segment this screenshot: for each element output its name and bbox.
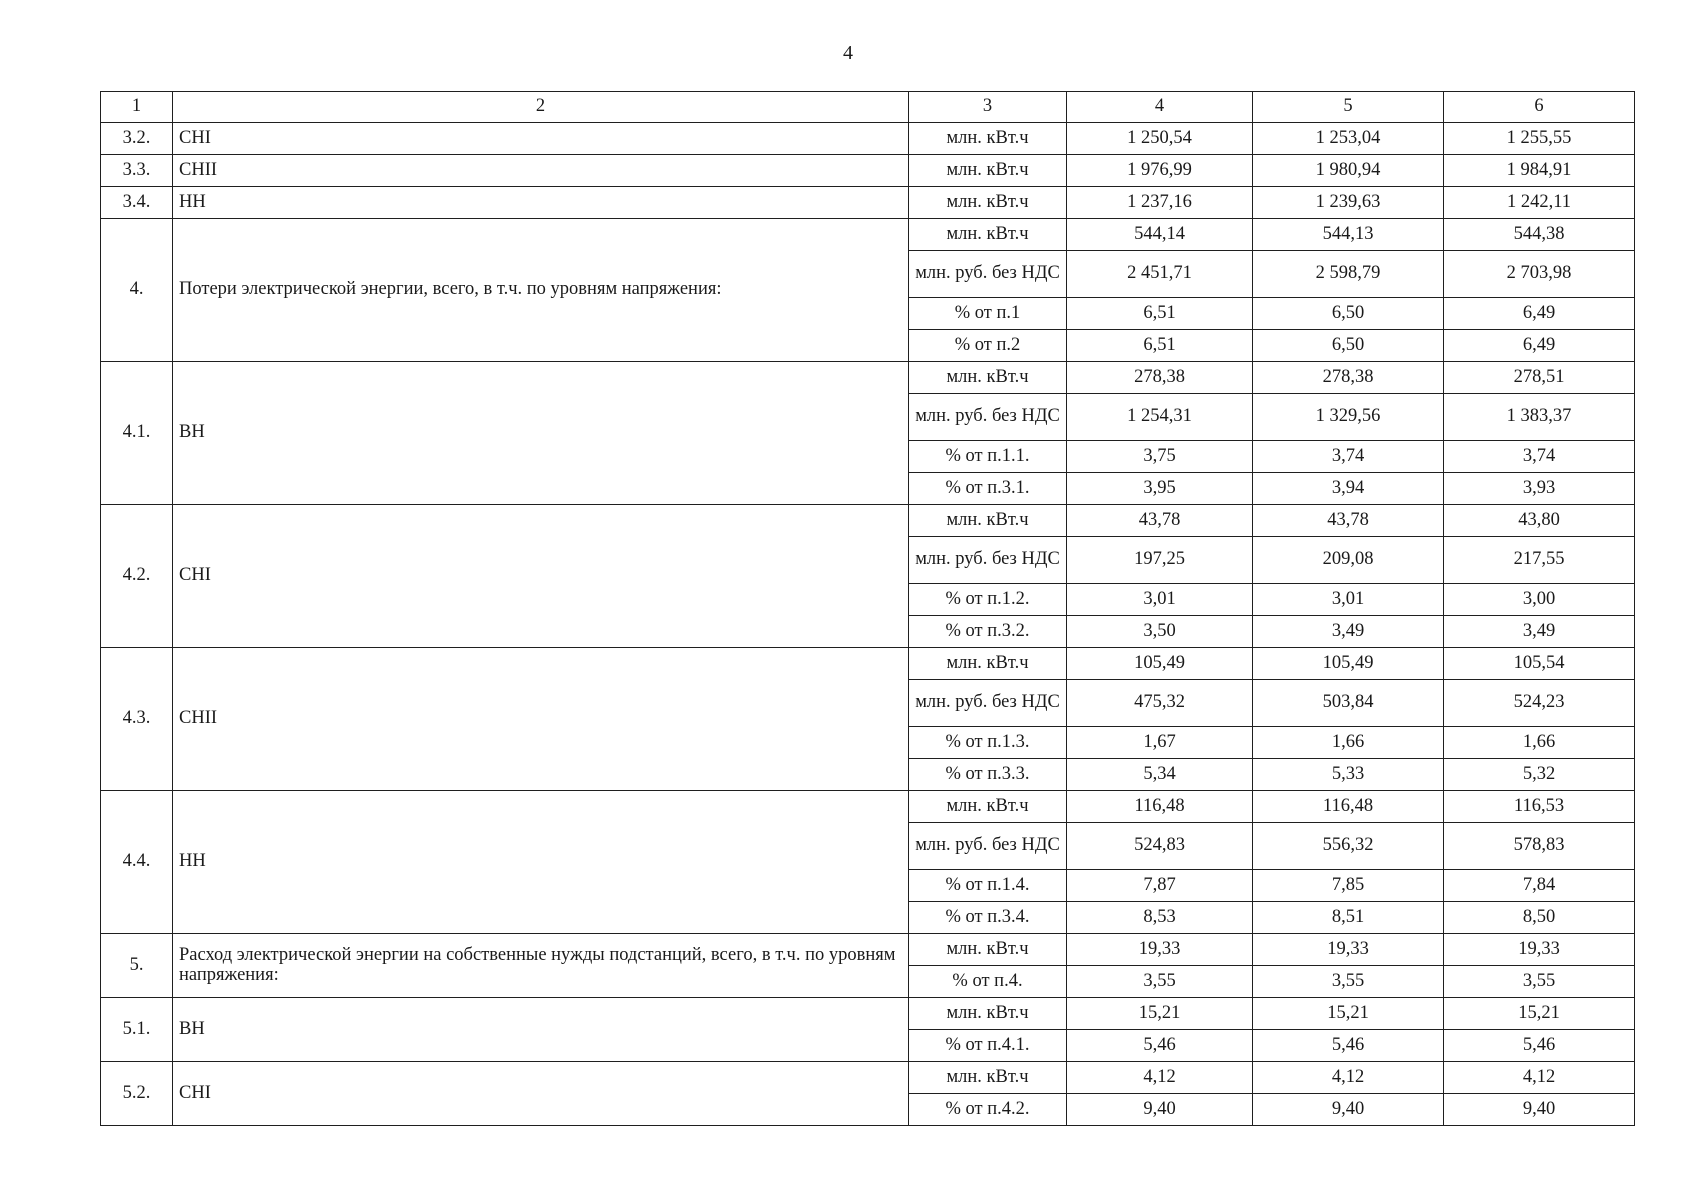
value-cell-col-4: 1,67 bbox=[1067, 727, 1253, 759]
row-number: 4.4. bbox=[101, 791, 173, 934]
value-cell-col-6: 15,21 bbox=[1444, 998, 1635, 1030]
unit-cell: % от п.3.2. bbox=[909, 616, 1067, 648]
value-cell-col-6: 7,84 bbox=[1444, 870, 1635, 902]
value-cell-col-6: 5,32 bbox=[1444, 759, 1635, 791]
unit-cell: % от п.3.1. bbox=[909, 473, 1067, 505]
value-cell-col-5: 19,33 bbox=[1253, 934, 1444, 966]
row-name: ВН bbox=[173, 998, 909, 1062]
value-cell-col-4: 2 451,71 bbox=[1067, 251, 1253, 298]
value-cell-col-5: 8,51 bbox=[1253, 902, 1444, 934]
value-cell-col-5: 3,01 bbox=[1253, 584, 1444, 616]
value-cell-col-6: 3,49 bbox=[1444, 616, 1635, 648]
row-name: ВН bbox=[173, 362, 909, 505]
value-cell-col-5: 1 980,94 bbox=[1253, 155, 1444, 187]
unit-cell: % от п.1.3. bbox=[909, 727, 1067, 759]
unit-cell: млн. кВт.ч bbox=[909, 123, 1067, 155]
row-name: СНII bbox=[173, 648, 909, 791]
unit-cell: млн. кВт.ч bbox=[909, 1062, 1067, 1094]
value-cell-col-6: 1 383,37 bbox=[1444, 394, 1635, 441]
value-cell-col-4: 6,51 bbox=[1067, 298, 1253, 330]
value-cell-col-5: 43,78 bbox=[1253, 505, 1444, 537]
value-cell-col-6: 6,49 bbox=[1444, 330, 1635, 362]
value-cell-col-4: 5,34 bbox=[1067, 759, 1253, 791]
value-cell-col-5: 6,50 bbox=[1253, 330, 1444, 362]
value-cell-col-4: 6,51 bbox=[1067, 330, 1253, 362]
header-row bbox=[101, 92, 1635, 123]
unit-cell: млн. руб. без НДС bbox=[909, 537, 1067, 584]
unit-cell: млн. руб. без НДС bbox=[909, 394, 1067, 441]
unit-cell: % от п.1.4. bbox=[909, 870, 1067, 902]
unit-cell: % от п.4. bbox=[909, 966, 1067, 998]
value-cell-col-5: 9,40 bbox=[1253, 1094, 1444, 1126]
value-cell-col-4: 15,21 bbox=[1067, 998, 1253, 1030]
unit-cell: млн. кВт.ч bbox=[909, 187, 1067, 219]
unit-cell: % от п.2 bbox=[909, 330, 1067, 362]
row-number: 4.2. bbox=[101, 505, 173, 648]
table-row bbox=[101, 187, 1635, 219]
row-name: Потери электрической энергии, всего, в т.ч. по уровням напряжения: bbox=[173, 219, 909, 362]
row-number: 5.1. bbox=[101, 998, 173, 1062]
value-cell-col-6: 19,33 bbox=[1444, 934, 1635, 966]
value-cell-col-6: 278,51 bbox=[1444, 362, 1635, 394]
value-cell-col-6: 9,40 bbox=[1444, 1094, 1635, 1126]
value-cell-col-6: 524,23 bbox=[1444, 680, 1635, 727]
table-row bbox=[101, 791, 1635, 823]
row-number: 5. bbox=[101, 934, 173, 998]
unit-cell: % от п.1.2. bbox=[909, 584, 1067, 616]
value-cell-col-5: 209,08 bbox=[1253, 537, 1444, 584]
value-cell-col-5: 6,50 bbox=[1253, 298, 1444, 330]
value-cell-col-5: 544,13 bbox=[1253, 219, 1444, 251]
value-cell-col-5: 3,55 bbox=[1253, 966, 1444, 998]
row-name: СНI bbox=[173, 505, 909, 648]
value-cell-col-5: 15,21 bbox=[1253, 998, 1444, 1030]
value-cell-col-5: 116,48 bbox=[1253, 791, 1444, 823]
value-cell-col-4: 524,83 bbox=[1067, 823, 1253, 870]
value-cell-col-4: 544,14 bbox=[1067, 219, 1253, 251]
value-cell-col-4: 105,49 bbox=[1067, 648, 1253, 680]
value-cell-col-6: 3,93 bbox=[1444, 473, 1635, 505]
value-cell-col-4: 5,46 bbox=[1067, 1030, 1253, 1062]
unit-cell: млн. кВт.ч bbox=[909, 998, 1067, 1030]
unit-cell: % от п.1 bbox=[909, 298, 1067, 330]
table-row bbox=[101, 934, 1635, 966]
value-cell-col-6: 8,50 bbox=[1444, 902, 1635, 934]
value-cell-col-6: 578,83 bbox=[1444, 823, 1635, 870]
header-col-2: 2 bbox=[173, 92, 909, 123]
value-cell-col-6: 544,38 bbox=[1444, 219, 1635, 251]
value-cell-col-4: 278,38 bbox=[1067, 362, 1253, 394]
value-cell-col-5: 5,46 bbox=[1253, 1030, 1444, 1062]
value-cell-col-4: 3,75 bbox=[1067, 441, 1253, 473]
value-cell-col-4: 9,40 bbox=[1067, 1094, 1253, 1126]
table-row bbox=[101, 123, 1635, 155]
value-cell-col-4: 8,53 bbox=[1067, 902, 1253, 934]
value-cell-col-5: 105,49 bbox=[1253, 648, 1444, 680]
table-row bbox=[101, 219, 1635, 251]
value-cell-col-5: 3,49 bbox=[1253, 616, 1444, 648]
row-number: 3.4. bbox=[101, 187, 173, 219]
header-col-3: 3 bbox=[909, 92, 1067, 123]
value-cell-col-5: 7,85 bbox=[1253, 870, 1444, 902]
value-cell-col-5: 503,84 bbox=[1253, 680, 1444, 727]
row-number: 4. bbox=[101, 219, 173, 362]
value-cell-col-4: 1 237,16 bbox=[1067, 187, 1253, 219]
row-number: 5.2. bbox=[101, 1062, 173, 1126]
value-cell-col-6: 217,55 bbox=[1444, 537, 1635, 584]
table-row bbox=[101, 998, 1635, 1030]
value-cell-col-6: 4,12 bbox=[1444, 1062, 1635, 1094]
value-cell-col-6: 1 255,55 bbox=[1444, 123, 1635, 155]
value-cell-col-5: 3,94 bbox=[1253, 473, 1444, 505]
value-cell-col-4: 475,32 bbox=[1067, 680, 1253, 727]
unit-cell: млн. кВт.ч bbox=[909, 648, 1067, 680]
value-cell-col-6: 3,74 bbox=[1444, 441, 1635, 473]
value-cell-col-6: 116,53 bbox=[1444, 791, 1635, 823]
value-cell-col-5: 278,38 bbox=[1253, 362, 1444, 394]
row-number: 4.3. bbox=[101, 648, 173, 791]
value-cell-col-6: 105,54 bbox=[1444, 648, 1635, 680]
row-number: 3.3. bbox=[101, 155, 173, 187]
value-cell-col-4: 3,01 bbox=[1067, 584, 1253, 616]
page-number: 4 bbox=[843, 42, 853, 64]
value-cell-col-6: 1 984,91 bbox=[1444, 155, 1635, 187]
row-name: Расход электрической энергии на собственные нужды подстанций, всего, в т.ч. по уровням напряжения: bbox=[173, 934, 909, 998]
value-cell-col-5: 556,32 bbox=[1253, 823, 1444, 870]
value-cell-col-4: 3,55 bbox=[1067, 966, 1253, 998]
header-col-6: 6 bbox=[1444, 92, 1635, 123]
row-name: СНI bbox=[173, 123, 909, 155]
row-name: НН bbox=[173, 187, 909, 219]
value-cell-col-6: 43,80 bbox=[1444, 505, 1635, 537]
value-cell-col-4: 19,33 bbox=[1067, 934, 1253, 966]
value-cell-col-5: 1 239,63 bbox=[1253, 187, 1444, 219]
value-cell-col-5: 4,12 bbox=[1253, 1062, 1444, 1094]
value-cell-col-5: 1 253,04 bbox=[1253, 123, 1444, 155]
value-cell-col-6: 2 703,98 bbox=[1444, 251, 1635, 298]
header-col-1: 1 bbox=[101, 92, 173, 123]
unit-cell: млн. кВт.ч bbox=[909, 791, 1067, 823]
value-cell-col-4: 7,87 bbox=[1067, 870, 1253, 902]
value-cell-col-4: 116,48 bbox=[1067, 791, 1253, 823]
unit-cell: млн. кВт.ч bbox=[909, 505, 1067, 537]
value-cell-col-6: 1 242,11 bbox=[1444, 187, 1635, 219]
unit-cell: млн. руб. без НДС bbox=[909, 823, 1067, 870]
value-cell-col-4: 3,95 bbox=[1067, 473, 1253, 505]
table-row bbox=[101, 1062, 1635, 1094]
value-cell-col-5: 2 598,79 bbox=[1253, 251, 1444, 298]
unit-cell: % от п.4.1. bbox=[909, 1030, 1067, 1062]
value-cell-col-6: 3,00 bbox=[1444, 584, 1635, 616]
row-number: 3.2. bbox=[101, 123, 173, 155]
unit-cell: % от п.3.4. bbox=[909, 902, 1067, 934]
header-col-4: 4 bbox=[1067, 92, 1253, 123]
unit-cell: % от п.1.1. bbox=[909, 441, 1067, 473]
row-name: СНI bbox=[173, 1062, 909, 1126]
table-row bbox=[101, 362, 1635, 394]
table-row bbox=[101, 155, 1635, 187]
value-cell-col-4: 1 976,99 bbox=[1067, 155, 1253, 187]
data-table bbox=[100, 91, 1635, 1126]
table-row bbox=[101, 505, 1635, 537]
value-cell-col-4: 43,78 bbox=[1067, 505, 1253, 537]
value-cell-col-5: 5,33 bbox=[1253, 759, 1444, 791]
value-cell-col-6: 6,49 bbox=[1444, 298, 1635, 330]
value-cell-col-4: 4,12 bbox=[1067, 1062, 1253, 1094]
value-cell-col-6: 5,46 bbox=[1444, 1030, 1635, 1062]
value-cell-col-5: 3,74 bbox=[1253, 441, 1444, 473]
value-cell-col-4: 197,25 bbox=[1067, 537, 1253, 584]
table-body bbox=[101, 92, 1635, 1126]
value-cell-col-5: 1,66 bbox=[1253, 727, 1444, 759]
value-cell-col-5: 1 329,56 bbox=[1253, 394, 1444, 441]
value-cell-col-4: 1 250,54 bbox=[1067, 123, 1253, 155]
unit-cell: % от п.3.3. bbox=[909, 759, 1067, 791]
unit-cell: % от п.4.2. bbox=[909, 1094, 1067, 1126]
value-cell-col-6: 1,66 bbox=[1444, 727, 1635, 759]
row-name: СНII bbox=[173, 155, 909, 187]
unit-cell: млн. кВт.ч bbox=[909, 219, 1067, 251]
unit-cell: млн. кВт.ч bbox=[909, 155, 1067, 187]
row-name: НН bbox=[173, 791, 909, 934]
value-cell-col-6: 3,55 bbox=[1444, 966, 1635, 998]
value-cell-col-4: 1 254,31 bbox=[1067, 394, 1253, 441]
unit-cell: млн. руб. без НДС bbox=[909, 680, 1067, 727]
unit-cell: млн. кВт.ч bbox=[909, 934, 1067, 966]
header-col-5: 5 bbox=[1253, 92, 1444, 123]
table-row bbox=[101, 648, 1635, 680]
unit-cell: млн. кВт.ч bbox=[909, 362, 1067, 394]
row-number: 4.1. bbox=[101, 362, 173, 505]
value-cell-col-4: 3,50 bbox=[1067, 616, 1253, 648]
unit-cell: млн. руб. без НДС bbox=[909, 251, 1067, 298]
